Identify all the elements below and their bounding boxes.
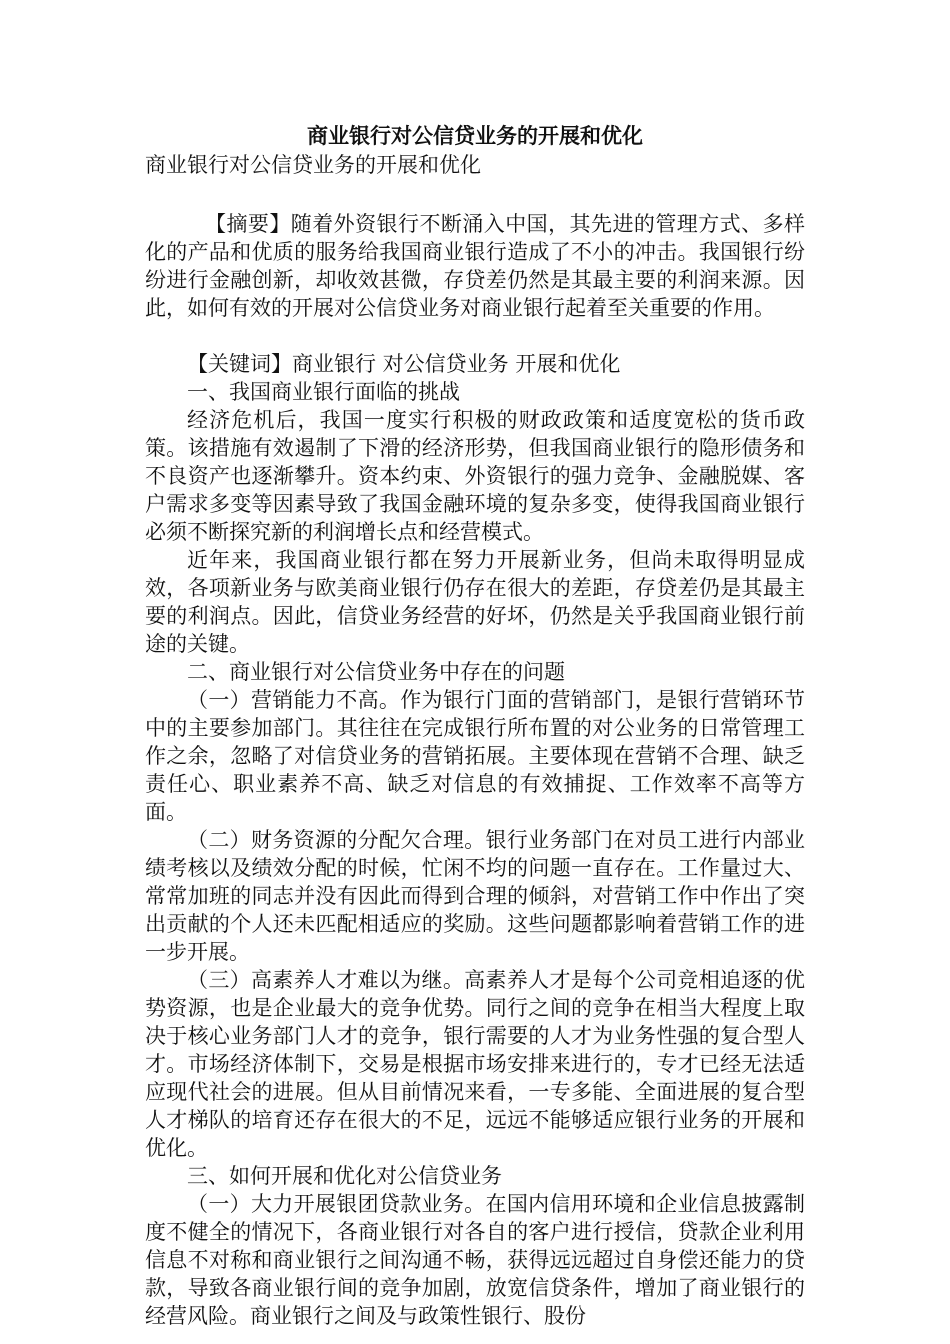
body-paragraph: （二）财务资源的分配欠合理。银行业务部门在对员工进行内部业绩考核以及绩效分配的时候，忙闲不均的问题一直存在。工作量过大、常常加班的同志并没有因此而得到合理的倾斜，对营销工作中作出了突出贡献的个人还未匹配相适应的奖励。这些问题都影响着营销工作的进一步开展。 [145, 828, 805, 964]
spacer [145, 322, 805, 350]
spacer [145, 179, 805, 210]
body-paragraph: 近年来，我国商业银行都在努力开展新业务，但尚未取得明显成效，各项新业务与欧美商业银行仍存在很大的差距，存贷差仍是其最主要的利润点。因此，信贷业务经营的好坏，仍然是关乎我国商业银行前途的关键。 [145, 548, 805, 656]
keywords-line: 【关键词】商业银行 对公信贷业务 开展和优化 [187, 352, 621, 376]
body-paragraph: （三）高素养人才难以为继。高素养人才是每个公司竞相追逐的优势资源，也是企业最大的竞争优势。同行之间的竞争在相当大程度上取决于核心业务部门人才的竞争，银行需要的人才为业务性强的复合型人才。市场经济体制下，交易是根据市场安排来进行的，专才已经无法适应现代社会的进展。但从目前情况来看，一专多能、全面进展的复合型人才梯队的培育还存在很大的不足，远远不能够适应银行业务的开展和优化。 [145, 968, 805, 1160]
document-page [145, 121, 805, 1330]
body-paragraph: （一）营销能力不高。作为银行门面的营销部门，是银行营销环节中的主要参加部门。其往往在完成银行所布置的对公业务的日常管理工作之余，忽略了对信贷业务的营销拓展。主要体现在营销不合理、缺乏责任心、职业素养不高、缺乏对信息的有效捕捉、工作效率不高等方面。 [145, 688, 805, 824]
document-title: 商业银行对公信贷业务的开展和优化 [307, 123, 643, 148]
section-heading-1: 一、我国商业银行面临的挑战 [187, 380, 460, 404]
section-heading-3: 三、如何开展和优化对公信贷业务 [187, 1164, 502, 1188]
body-paragraph: （一）大力开展银团贷款业务。在国内信用环境和企业信息披露制度不健全的情况下，各商业银行对各自的客户进行授信，贷款企业利用信息不对称和商业银行之间沟通不畅，获得远远超过自身偿还能力的贷款，导致各商业银行间的竞争加剧，放宽信贷条件，增加了商业银行的经营风险。商业银行之间及与政策性银行、股份 [145, 1192, 805, 1328]
section-heading-2: 二、商业银行对公信贷业务中存在的问题 [187, 660, 565, 684]
body-paragraph: 经济危机后，我国一度实行积极的财政政策和适度宽松的货币政策。该措施有效遏制了下滑的经济形势，但我国商业银行的隐形债务和不良资产也逐渐攀升。资本约束、外资银行的强力竞争、金融脱媒、客户需求多变等因素导致了我国金融环境的复杂多变，使得我国商业银行必须不断探究新的利润增长点和经营模式。 [145, 408, 805, 544]
document-subtitle: 商业银行对公信贷业务的开展和优化 [145, 153, 481, 177]
abstract-paragraph: 【摘要】随着外资银行不断涌入中国，其先进的管理方式、多样化的产品和优质的服务给我国商业银行造成了不小的冲击。我国银行纷纷进行金融创新，却收效甚微，存贷差仍然是其最主要的利润来源。因此，如何有效的开展对公信贷业务对商业银行起着至关重要的作用。 [145, 212, 805, 320]
